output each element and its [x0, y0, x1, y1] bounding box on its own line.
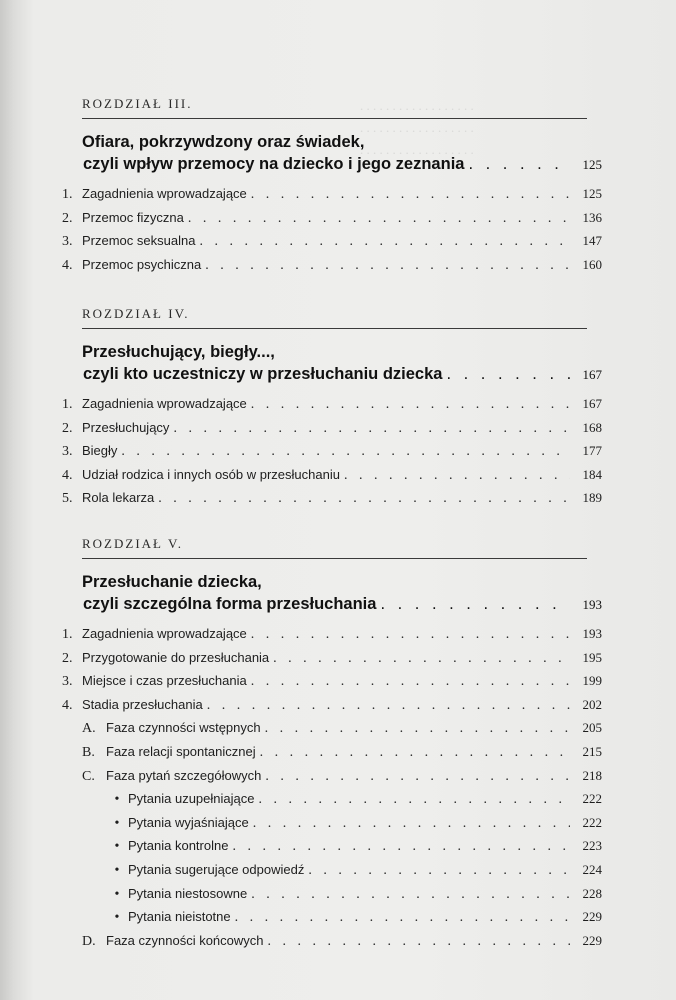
- dot-leader: [308, 863, 570, 879]
- dot-leader: [235, 910, 570, 926]
- bullet-icon: •: [114, 862, 120, 878]
- bullet-icon: •: [114, 910, 120, 926]
- toc-bullet-entry: [82, 909, 602, 933]
- chapter-title-text: czyli szczególna forma przesłuchania: [83, 595, 377, 613]
- entry-number: 3.: [62, 444, 73, 460]
- toc-entry: [62, 396, 602, 420]
- entry-number: 3.: [62, 234, 73, 250]
- toc-subentry: [82, 933, 602, 957]
- toc-entry: [62, 186, 602, 210]
- entry-label: Biegły: [82, 443, 118, 459]
- toc-bullet-entry: [82, 791, 602, 815]
- page-number: 167: [582, 396, 602, 411]
- entry-letter: C.: [82, 768, 95, 784]
- dot-leader: [205, 258, 570, 274]
- entry-label: Stadia przesłuchania: [82, 696, 203, 712]
- toc-entries: [62, 396, 602, 514]
- chapter-rule: [82, 118, 587, 119]
- entry-number: 2.: [62, 420, 73, 436]
- page-number: 193: [582, 597, 602, 612]
- toc-entry: [62, 256, 602, 281]
- dot-leader: [446, 363, 570, 385]
- entry-label: Miejsce i czas przesłuchania: [82, 673, 247, 689]
- dot-leader: [380, 593, 570, 615]
- page-number: 215: [582, 743, 602, 759]
- entry-label: Faza pytań szczegółowych: [106, 767, 262, 783]
- chapter-title-line2: [82, 153, 602, 176]
- chapter-title-text: czyli kto uczestniczy w przesłuchaniu dziecka: [83, 365, 443, 383]
- toc-subentry: [82, 768, 602, 792]
- entry-number: 2.: [62, 650, 73, 666]
- entry-number: 1.: [62, 627, 73, 642]
- entry-number: 1.: [62, 397, 73, 412]
- entry-label: Pytania sugerujące odpowiedź: [128, 861, 305, 877]
- chapter-label: ROZDZIAŁ IV.: [82, 306, 190, 321]
- chapter-rule: [82, 558, 587, 559]
- chapter-title-line1: Ofiara, pokrzywdzony oraz świadek,: [82, 133, 365, 151]
- entry-number: 4.: [62, 697, 73, 713]
- dot-leader: [260, 745, 570, 761]
- entry-number: 3.: [62, 674, 73, 690]
- page-number: 168: [582, 419, 602, 435]
- toc-bullet-entry: [82, 862, 602, 886]
- chapter-label: ROZDZIAŁ III.: [82, 96, 193, 111]
- toc-entry: [62, 209, 602, 234]
- dot-leader: [158, 491, 570, 507]
- chapter-title-line1: Przesłuchujący, biegły...,: [82, 343, 275, 361]
- dot-leader: [251, 627, 570, 643]
- dot-leader: [268, 934, 570, 950]
- toc-bullet-entry: [82, 838, 602, 862]
- chapter-iv: [62, 306, 602, 514]
- page-number: 229: [582, 909, 602, 925]
- chapter-iii: [62, 96, 602, 280]
- page-number: 202: [582, 696, 602, 712]
- toc-subentry: [82, 720, 602, 744]
- chapter-title-line1: Przesłuchanie dziecka,: [82, 573, 262, 591]
- toc-entries: [62, 186, 602, 280]
- page-number: 205: [582, 720, 602, 736]
- bleed-through-text: . . . . . . . . . . . . . . . . . . . . . . . . . . . . . . . . . . . . . . . . . . . . . . . . . . . . . .: [360, 98, 474, 157]
- dot-leader: [253, 816, 570, 832]
- toc-entry: [62, 233, 602, 257]
- entry-letter: D.: [82, 933, 96, 949]
- page-number: 167: [582, 367, 602, 382]
- page-number: 222: [582, 791, 602, 807]
- dot-leader: [251, 187, 570, 203]
- dot-leader: [199, 234, 570, 250]
- page-number: 136: [582, 209, 602, 225]
- chapter-title-line2: [82, 593, 602, 616]
- toc-entry: [62, 673, 602, 697]
- entry-number: 5.: [62, 491, 73, 507]
- page-number: 195: [582, 649, 602, 665]
- dot-leader: [265, 769, 570, 785]
- page-number: 228: [582, 885, 602, 901]
- entry-label: Pytania kontrolne: [128, 838, 229, 854]
- page-number: 125: [582, 186, 602, 201]
- entry-label: Zagadnienia wprowadzające: [82, 626, 247, 641]
- toc-entry: [62, 649, 602, 674]
- page-number: 160: [582, 256, 602, 272]
- entry-letter: B.: [82, 744, 95, 760]
- dot-leader: [344, 468, 570, 484]
- entry-label: Pytania wyjaśniające: [128, 814, 249, 830]
- dot-leader: [251, 397, 570, 413]
- entry-number: 1.: [62, 187, 73, 202]
- toc-entry: [62, 443, 602, 467]
- entry-label: Przemoc psychiczna: [82, 256, 202, 272]
- dot-leader: [258, 792, 570, 808]
- entry-label: Faza czynności wstępnych: [106, 720, 261, 736]
- dot-leader: [273, 651, 570, 667]
- page-number: 229: [582, 932, 602, 948]
- toc-entry: [62, 626, 602, 650]
- entry-label: Przemoc seksualna: [82, 233, 196, 249]
- entry-label: Rola lekarza: [82, 490, 155, 506]
- dot-leader: [207, 698, 570, 714]
- page-number: 218: [582, 767, 602, 783]
- bullet-icon: •: [114, 839, 120, 855]
- dot-leader: [251, 674, 570, 690]
- entry-number: 4.: [62, 257, 73, 273]
- entry-label: Pytania nieistotne: [128, 909, 231, 925]
- dot-leader: [265, 721, 570, 737]
- entry-label: Przesłuchujący: [82, 419, 170, 435]
- toc-bullet-entry: [82, 886, 602, 910]
- page-number: 184: [582, 466, 602, 482]
- page-number: 177: [582, 443, 602, 459]
- entry-label: Faza relacji spontanicznej: [106, 743, 256, 759]
- dot-leader: [251, 887, 570, 903]
- dot-leader: [232, 839, 570, 855]
- toc-bullet-entry: [82, 815, 602, 839]
- page-number: 147: [582, 233, 602, 249]
- page-number: 199: [582, 673, 602, 689]
- entry-label: Przygotowanie do przesłuchania: [82, 649, 270, 665]
- chapter-rule: [82, 328, 587, 329]
- entry-label: Udział rodzica i innych osób w przesłuchaniu: [82, 466, 340, 482]
- dot-leader: [173, 421, 570, 437]
- toc-entry: [62, 466, 602, 491]
- entry-number: 4.: [62, 467, 73, 483]
- entry-label: Pytania niestosowne: [128, 885, 248, 901]
- dot-leader: [188, 211, 570, 227]
- entry-label: Zagadnienia wprowadzające: [82, 186, 247, 201]
- toc-entry: [62, 490, 602, 514]
- page-number: 223: [582, 838, 602, 854]
- chapter-title-line2: [82, 363, 602, 386]
- page-number: 193: [582, 626, 602, 641]
- page-number: 224: [582, 861, 602, 877]
- toc-entry: [62, 696, 602, 721]
- dot-leader: [121, 444, 570, 460]
- chapter-title-text: czyli wpływ przemocy na dziecko i jego zeznania: [83, 155, 465, 173]
- page-number: 222: [582, 814, 602, 830]
- entry-letter: A.: [82, 721, 96, 737]
- bullet-icon: •: [114, 886, 120, 902]
- toc-entry: [62, 419, 602, 444]
- page-number: 189: [582, 490, 602, 506]
- bullet-icon: •: [114, 815, 120, 831]
- dot-leader: [468, 153, 570, 175]
- page-number: 125: [582, 157, 602, 172]
- chapter-label: ROZDZIAŁ V.: [82, 536, 183, 551]
- entry-label: Faza czynności końcowych: [106, 932, 264, 948]
- entry-label: Pytania uzupełniające: [128, 791, 255, 807]
- entry-label: Przemoc fizyczna: [82, 209, 184, 225]
- entry-label: Zagadnienia wprowadzające: [82, 396, 247, 411]
- toc-entries: [62, 626, 602, 956]
- chapter-v: [62, 536, 602, 956]
- entry-number: 2.: [62, 210, 73, 226]
- bullet-icon: •: [114, 792, 120, 808]
- toc-subentry: [82, 744, 602, 768]
